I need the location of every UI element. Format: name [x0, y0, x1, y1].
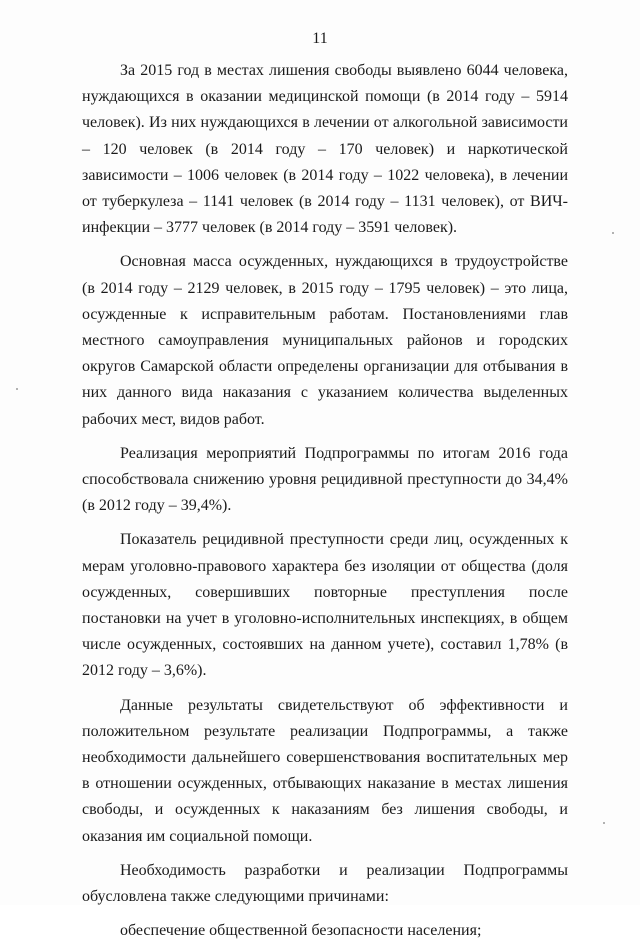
paragraph-medical-aid: За 2015 год в местах лишения свободы выявлено 6044 человека, нуждающихся в оказании медицинской помощи (в 2014 году – 5914 человек). Из них нуждающихся в лечении от алкогольной зависимости – 120 человек (в 2014 году – 170 человек) и наркотической зависимости – 1006 человек (в 2014 году – 1022 человека), в лечении от туберкулеза – 1141 человек (в 2014 году – 1131 человек), от ВИЧ-инфекции – 3777 человек (в 2014 году – 3591 человек).	[82, 62, 568, 237]
scan-speck	[612, 232, 614, 234]
paragraph-necessity: Необходимость разработки и реализации Подпрограммы обусловлена также следующими причинами:	[82, 861, 568, 906]
scan-speck	[16, 388, 18, 390]
body-text	[82, 58, 568, 945]
paragraph-list-item: обеспечение общественной безопасности населения;	[120, 922, 482, 940]
paragraph-results: Данные результаты свидетельствуют об эффективности и положительном результате реализации Подпрограммы, а также необходимости дальнейшего совершенствования воспитательных мер в отношении осужденных, отбывающих наказание в местах лишения свободы, и осужденных к наказаниям без лишения свободы, и оказания им социальной помощи.	[82, 696, 568, 845]
paragraph-recidivism-rate: Реализация мероприятий Подпрограммы по итогам 2016 года способствовала снижению уровня рецидивной преступности до 34,4% (в 2012 году – 39,4%).	[82, 444, 568, 515]
page-number: 11	[312, 30, 328, 47]
paragraph-employment: Основная масса осужденных, нуждающихся в трудоустройстве (в 2014 году – 2129 человек, в 2015 году – 1795 человек) – это лица, осужденные к исправительным работам. Постановлениями глав местного самоуправления муниципальных районов и городских округов Самарской области определены организации для отбывания в них данного вида наказания с указанием количества выделенных рабочих мест, видов работ.	[82, 253, 568, 428]
scan-speck	[603, 822, 605, 824]
paragraph-recidivism-probation: Показатель рецидивной преступности среди лиц, осужденных к мерам уголовно-правового характера без изоляции от общества (доля осужденных, совершивших повторные преступления после постановки на учет в уголовно-исполнительных инспекциях, в общем числе осужденных, состоявших на данном учете), составил 1,78% (в 2012 году – 3,6%).	[82, 531, 568, 680]
